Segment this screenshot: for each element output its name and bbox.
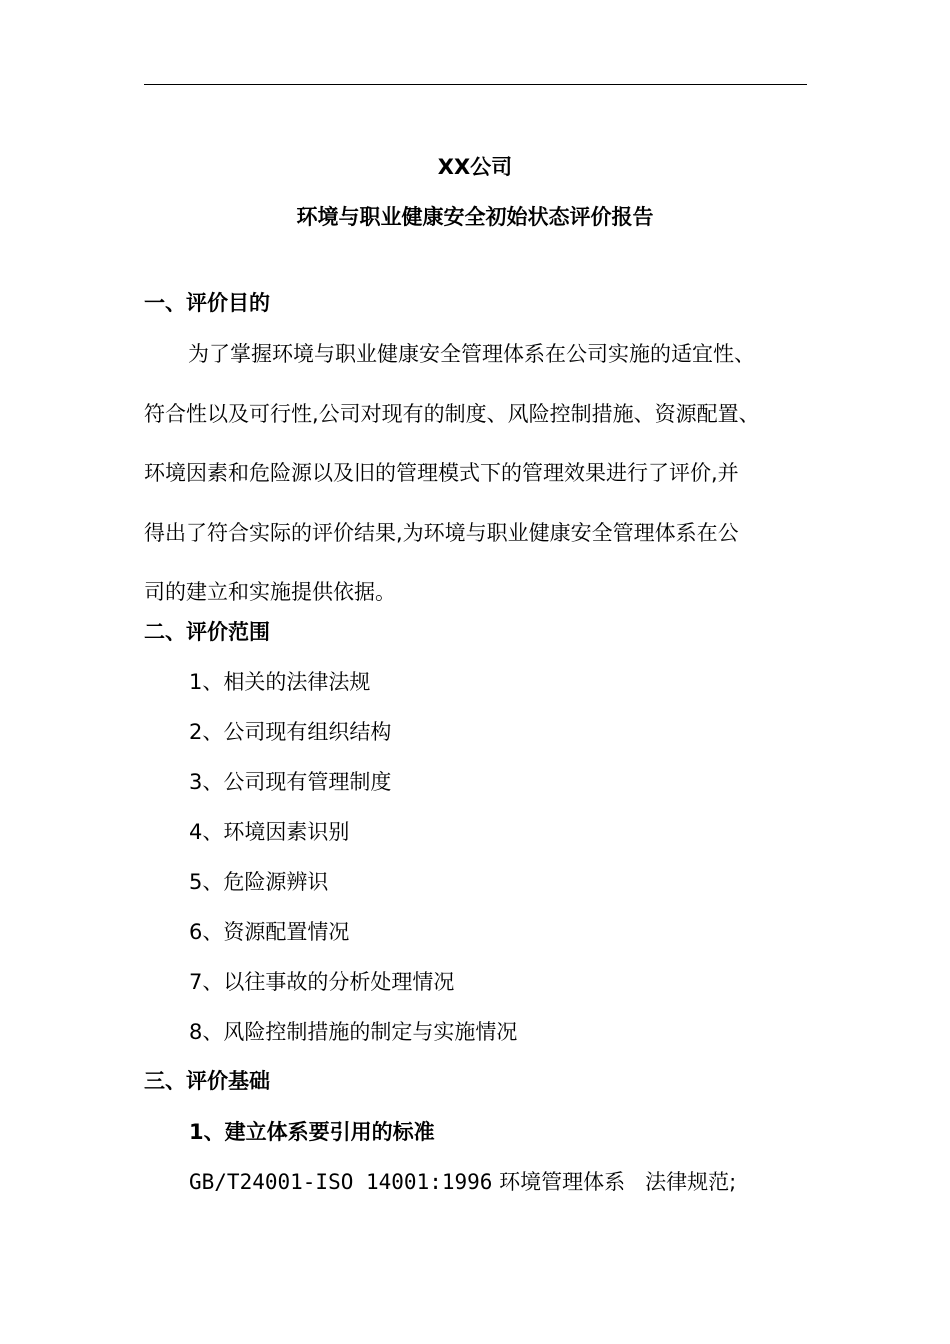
section-heading-purpose: 一、评价目的	[144, 291, 270, 315]
list-item: 3、公司现有管理制度	[189, 770, 392, 794]
company-title: XX公司	[437, 155, 513, 179]
header-rule	[144, 84, 807, 85]
list-item: 5、危险源辨识	[189, 870, 329, 894]
list-item: 4、环境因素识别	[189, 820, 350, 844]
list-item: 1、相关的法律法规	[189, 670, 371, 694]
standard-code: GB/T24001-ISO 14001:1996	[189, 1170, 493, 1194]
section-heading-basis: 三、评价基础	[144, 1069, 270, 1093]
paragraph-line: 为了掌握环境与职业健康安全管理体系在公司实施的适宜性、	[188, 342, 755, 366]
paragraph-line: 司的建立和实施提供依据。	[144, 580, 396, 604]
paragraph-line: 得出了符合实际的评价结果,为环境与职业健康安全管理体系在公	[144, 520, 739, 545]
paragraph-line: 环境因素和危险源以及旧的管理模式下的管理效果进行了评价,并	[144, 461, 739, 485]
standard-description: 环境管理体系 法律规范;	[492, 1170, 737, 1194]
paragraph-line: 符合性以及可行性,公司对现有的制度、风险控制措施、资源配置、	[144, 401, 760, 426]
section-heading-scope: 二、评价范围	[144, 620, 270, 644]
list-item: 2、公司现有组织结构	[189, 720, 392, 744]
list-item: 7、以往事故的分析处理情况	[189, 970, 455, 994]
list-item: 6、资源配置情况	[189, 920, 350, 944]
list-item: 8、风险控制措施的制定与实施情况	[189, 1020, 518, 1044]
purpose-paragraph	[144, 325, 828, 623]
report-title: 环境与职业健康安全初始状态评价报告	[296, 205, 654, 229]
standard-reference	[189, 1168, 736, 1196]
subheading-standards: 1、建立体系要引用的标准	[189, 1120, 435, 1144]
